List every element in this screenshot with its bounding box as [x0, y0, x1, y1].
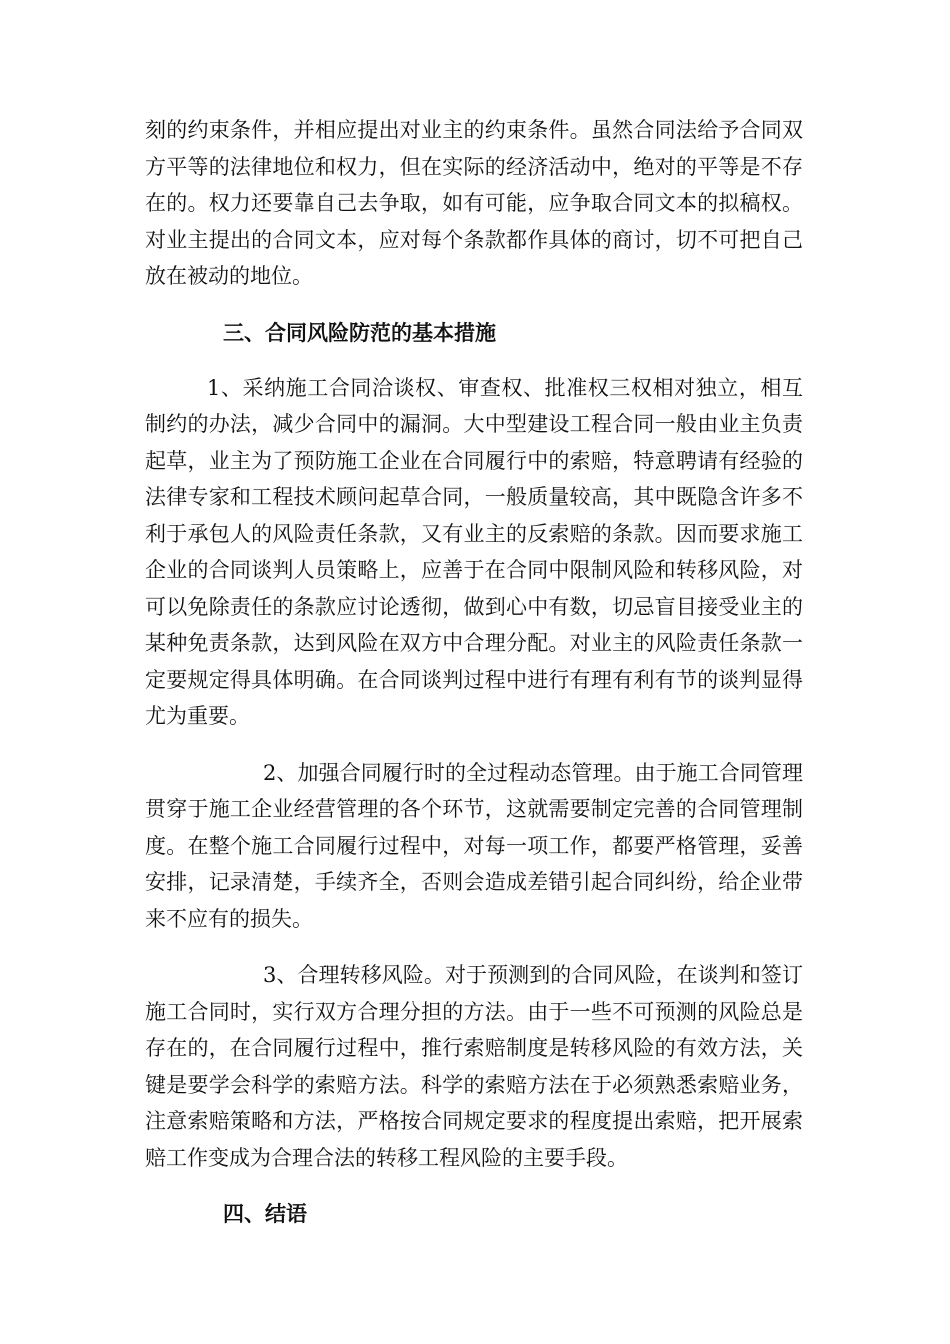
section-heading-risk-measures: 三、合同风险防范的基本措施 — [223, 320, 496, 345]
paragraph-measure-3: 3、合理转移风险。对于预测到的合同风险，在谈判和签订施工合同时，实行双方合理分担的方法。由于一些不可预测的风险总是存在的，在合同履行过程中，推行索赔制度是转移风险的有效方法，关键是要学会科学的索赔方法。科学的索赔方法在于必须熟悉索赔业务，注意索赔策略和方法，严格按合同规定要求的程度提出索赔，把开展索赔工作变成为合理合法的转移工程风险的主要手段。 — [145, 963, 803, 1170]
paragraph-contract-drafting: 刻的约束条件，并相应提出对业主的约束条件。虽然合同法给予合同双方平等的法律地位和权力，但在实际的经济活动中，绝对的平等是不存在的。权力还要靠自己去争取，如有可能，应争取合同文本的拟稿权。对业主提出的合同文本，应对每个条款都作具体的商讨，切不可把自己放在被动的地位。 — [145, 118, 803, 288]
section-heading-conclusion: 四、结语 — [223, 1202, 307, 1226]
paragraph-measure-1: 1、采纳施工合同洽谈权、审查权、批准权三权相对独立，相互制约的办法，减少合同中的漏洞。大中型建设工程合同一般由业主负责起草，业主为了预防施工企业在合同履行中的索赔，特意聘请有经验的法律专家和工程技术顾问起草合同，一般质量较高，其中既隐含许多不利于承包人的风险责任条款，又有业主的反索赔的条款。因而要求施工企业的合同谈判人员策略上，应善于在合同中限制风险和转移风险，对可以免除责任的条款应讨论透彻，做到心中有数，切忌盲目接受业主的某种免责条款，达到风险在双方中合理分配。对业主的风险责任条款一定要规定得具体明确。在合同谈判过程中进行有理有利有节的谈判显得尤为重要。 — [145, 375, 803, 728]
paragraph-measure-2: 2、加强合同履行时的全过程动态管理。由于施工合同管理贯穿于施工企业经营管理的各个环节，这就需要制定完善的合同管理制度。在整个施工合同履行过程中，对每一项工作，都要严格管理，妥善安排，记录清楚，手续齐全，否则会造成差错引起合同纠纷，给企业带来不应有的损失。 — [145, 760, 803, 931]
document-page — [145, 112, 803, 1232]
